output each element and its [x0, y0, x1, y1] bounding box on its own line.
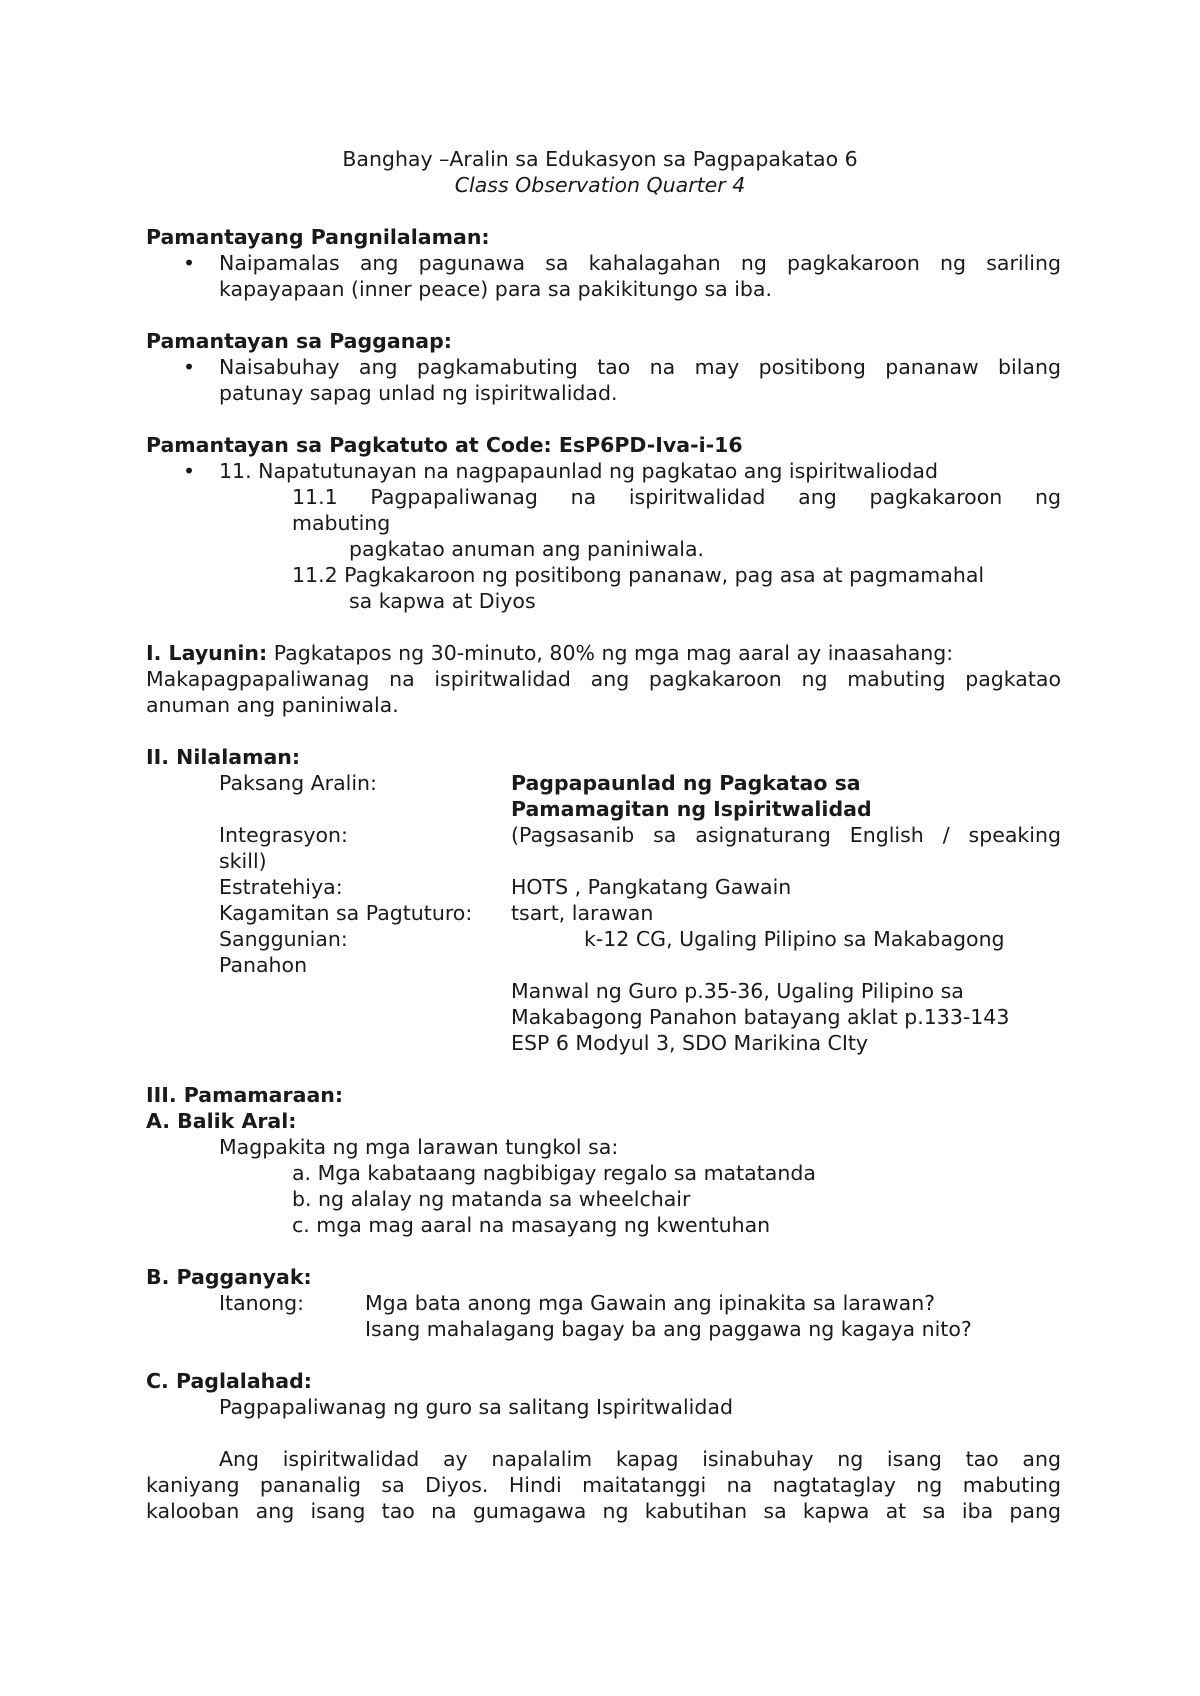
paglalahad-para-line3: kalooban ang isang tao na gumagawa ng kabutihan sa kapwa at sa iba pang [146, 1499, 1061, 1523]
sanggunian-cont: Panahon [219, 953, 308, 977]
sanggunian-label: Sanggunian: [219, 927, 348, 951]
nilalaman-heading: II. Nilalaman: [146, 745, 301, 769]
pagkatuto-item-11-1-line2: mabuting [292, 511, 391, 535]
kagamitan-label: Kagamitan sa Pagtuturo: [219, 901, 473, 925]
pagkatuto-item-11-2-line2: sa kapwa at Diyos [349, 589, 536, 613]
list-item: b. ng alalay ng matanda sa wheelchair [292, 1187, 691, 1211]
document-subtitle: Class Observation Quarter 4 [454, 173, 746, 197]
layunin-text: Pagkatapos ng 30-minuto, 80% ng mga mag aaral ay inaasahang: [267, 641, 954, 665]
bullet-icon: • [183, 459, 196, 483]
manwal-line2: Makabagong Panahon batayang aklat p.133-143 [511, 1005, 1010, 1029]
paglalahad-intro: Pagpapaliwanag ng guro sa salitang Ispiritwalidad [219, 1395, 733, 1419]
integrasyon-cont: skill) [219, 849, 267, 873]
kagamitan-value: tsart, larawan [511, 901, 654, 925]
list-item: c. mga mag aaral na masayang ng kwentuhan [292, 1213, 771, 1237]
layunin-line2: Makapagpapaliwanag na ispiritwalidad ang pagkakaroon ng mabuting pagkatao [146, 667, 1061, 691]
paglalahad-para-line2: kaniyang pananalig sa Diyos. Hindi maitatanggi na nagtataglay ng mabuting [146, 1473, 1061, 1497]
paglalahad-para-line1: Ang ispiritwalidad ay napalalim kapag isinabuhay ng isang tao ang [219, 1447, 1061, 1471]
balik-aral-heading: A. Balik Aral: [146, 1109, 297, 1133]
list-item: a. Mga kabataang nagbibigay regalo sa matatanda [292, 1161, 816, 1185]
layunin-label: I. Layunin: [146, 641, 268, 665]
integrasyon-value: (Pagsasanib sa asignaturang English / speaking [511, 823, 1061, 847]
layunin-line3: anuman ang paniniwala. [146, 693, 399, 717]
manwal-line1: Manwal ng Guro p.35-36, Ugaling Pilipino sa [511, 979, 964, 1003]
bullet-icon: • [183, 355, 196, 379]
pagkatuto-item-11: 11. Napatutunayan na nagpapaunlad ng pagkatao ang ispiritwaliodad [219, 459, 938, 483]
balik-aral-intro: Magpakita ng mga larawan tungkol sa: [219, 1135, 619, 1159]
pagganyak-question-2: Isang mahalagang bagay ba ang paggawa ng kagaya nito? [365, 1317, 972, 1341]
layunin-line1 [146, 640, 953, 666]
pagkatuto-item-11-2-line1: 11.2 Pagkakaroon ng positibong pananaw, pag asa at pagmamahal [292, 563, 985, 587]
paglalahad-heading: C. Paglalahad: [146, 1369, 312, 1393]
pagganap-line1: Naisabuhay ang pagkamabuting tao na may positibong pananaw bilang [219, 355, 1061, 379]
pangnilalaman-heading: Pamantayang Pangnilalaman: [146, 225, 490, 249]
paksa-value-line1: Pagpapaunlad ng Pagkatao sa [511, 771, 861, 795]
paksa-label: Paksang Aralin: [219, 771, 377, 795]
integrasyon-label: Integrasyon: [219, 823, 348, 847]
pagganap-heading: Pamantayan sa Pagganap: [146, 329, 452, 353]
pagganyak-question-1: Mga bata anong mga Gawain ang ipinakita sa larawan? [365, 1291, 936, 1315]
pagganap-line2: patunay sapag unlad ng ispiritwalidad. [219, 381, 618, 405]
paksa-value-line2: Pamamagitan ng Ispiritwalidad [511, 797, 872, 821]
sanggunian-value: k-12 CG, Ugaling Pilipino sa Makabagong [584, 927, 1005, 951]
pangnilalaman-line1: Naipamalas ang pagunawa sa kahalagahan ng pagkakaroon ng sariling [219, 251, 1061, 275]
manwal-line3: ESP 6 Modyul 3, SDO Marikina CIty [511, 1031, 869, 1055]
bullet-icon: • [183, 251, 196, 275]
pamamaraan-heading: III. Pamamaraan: [146, 1083, 344, 1107]
document-title: Banghay –Aralin sa Edukasyon sa Pagpapakatao 6 [342, 147, 858, 171]
pagganyak-label: Itanong: [219, 1291, 305, 1315]
estratehiya-value: HOTS , Pangkatang Gawain [511, 875, 792, 899]
pagkatuto-item-11-1-line3: pagkatao anuman ang paniniwala. [349, 537, 705, 561]
pangnilalaman-line2: kapayapaan (inner peace) para sa pakikitungo sa iba. [219, 277, 772, 301]
estratehiya-label: Estratehiya: [219, 875, 343, 899]
pagkatuto-item-11-1-line1: 11.1 Pagpapaliwanag na ispiritwalidad ang pagkakaroon ng [292, 485, 1061, 509]
pagkatuto-heading: Pamantayan sa Pagkatuto at Code: EsP6PD-Iva-i-16 [146, 433, 743, 457]
pagganyak-heading: B. Pagganyak: [146, 1265, 312, 1289]
